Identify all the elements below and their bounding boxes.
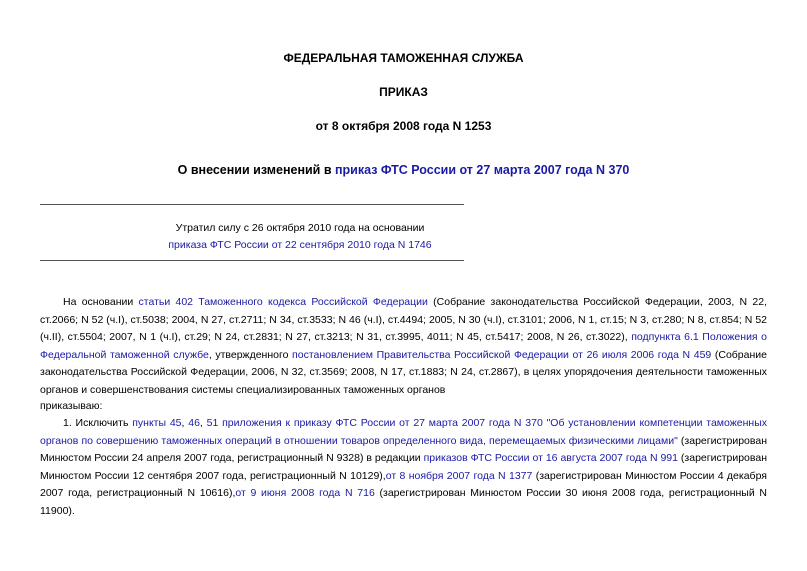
agency-name: ФЕДЕРАЛЬНАЯ ТАМОЖЕННАЯ СЛУЖБА [283,51,524,65]
link-order-1377[interactable]: от 8 ноября 2007 года N 1377 [385,469,533,482]
link-subparagraph-6-1[interactable]: подпункта 6.1 Положения о Федеральной таможенной службе [40,331,768,361]
document-type: ПРИКАЗ [379,85,428,99]
document-title [0,162,807,179]
status-divider-bottom [40,260,464,261]
preamble-paragraph [40,294,767,399]
separator: , [181,417,189,429]
item-1-text-3: (зарегистрирован Минюстом России 12 сентября 2007 года, регистрационный N 10129), [40,452,767,482]
status-divider-top [40,204,464,205]
preamble-text-2: (Собрание законодательства Российской Федерации, 2003, N 22, ст.2066; N 52 (ч.I), ст.5038; 2004, N 27, ст.2711; N 34, ст.3533; N 46 (ч.I), ст.4494; 2005, N 30 (ч.I), ст.3101; 2006, N 1, ст.15; N 3, ст.280; N 8, ст.854; N 52 (ч.II), ст.5504; 2007, N 1 (ч.I), ст.29; N 24, ст.2831; N 27, ст.3213; N 31, ст.3995, 4011; N 45, ст.5417; 2008, N 26, ст.3022), [40,296,767,343]
item-1-text-4: (зарегистрирован Минюстом России 4 декабря 2007 года, регистрационный N 10616), [40,469,767,499]
separator: , [199,417,207,429]
item-1-text-1: 1. Исключить [63,417,133,429]
status-note [40,220,560,254]
link-order-716[interactable]: от 9 июня 2008 года N 716 [235,487,375,499]
link-item-45[interactable]: пункты 45 [132,417,182,429]
link-order-991[interactable]: приказов ФТС России от 16 августа 2007 года N 991 [423,452,678,464]
title-link-order-370[interactable]: приказ ФТС России от 27 марта 2007 года N 370 [335,163,630,177]
status-link-order-1746[interactable]: приказа ФТС России от 22 сентября 2010 года N 1746 [168,239,432,251]
link-customs-code-art-402[interactable]: статьи 402 Таможенного кодекса Российской Федерации [138,296,428,308]
status-text: Утратил силу с 26 октября 2010 года на основании [175,222,425,234]
item-1-text-2: (зарегистрирован Минюстом России 24 апреля 2007 года, регистрационный N 9328) в редакции [40,434,768,464]
preamble-text-3: , утвержденного [208,348,293,361]
link-government-resolution-459[interactable]: постановлением Правительства Российской Федерации от 26 июля 2006 года N 459 [292,348,712,361]
link-item-46[interactable]: 46 [188,417,200,429]
item-1-paragraph [40,415,767,520]
document-date-number: от 8 октября 2008 года N 1253 [315,119,492,133]
order-word: приказываю: [40,400,103,412]
link-item-51-order-370[interactable]: 51 приложения к приказу ФТС России от 27 марта 2007 года N 370 "Об установлении компетенции таможенных органов по совершению таможенных операций в отношении товаров определенного вида, перемещаемых физическими лицами" [40,417,767,447]
item-1-text-5: (зарегистрирован Минюстом России 30 июня 2008 года, регистрационный N 11900). [40,487,768,517]
title-prefix: О внесении изменений в [177,163,335,177]
preamble-text-1: На основании [63,296,139,308]
preamble-text-4: (Собрание законодательства Российской Федерации, 2006, N 32, ст.3569; 2008, N 17, ст.1883; N 24, ст.2867), в целях упорядочения деятельности таможенных органов и совершенствования системы специализированных таможенных органов [40,348,767,396]
